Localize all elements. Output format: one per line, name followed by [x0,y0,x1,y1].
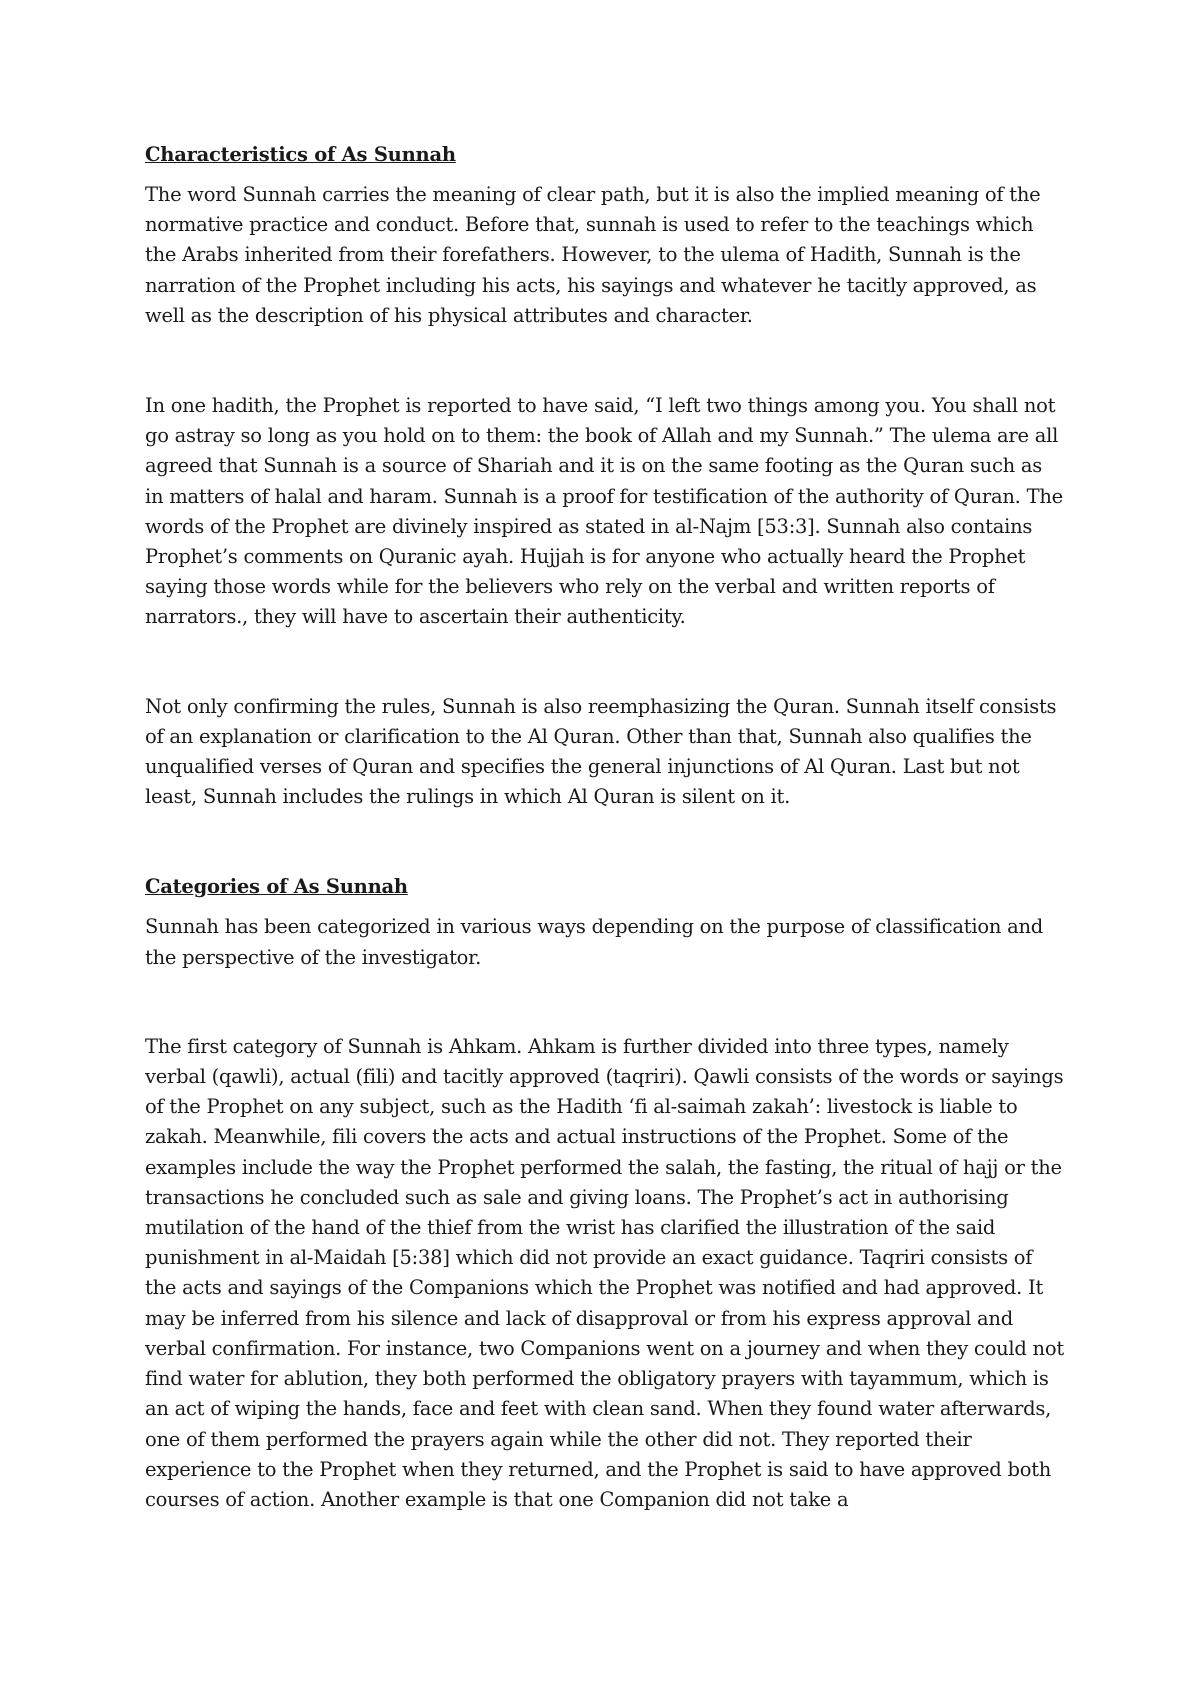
paragraph-confirming-rules: Not only confirming the rules, Sunnah is also reemphasizing the Quran. Sunnah itself consists of an explanation or clarification to the Al Quran. Other than that, Sunnah also qualifies the unqualified verses of Quran and specifies the general injunctions of Al Quran. Last but not least, Sunnah includes the rulings in which Al Quran is silent on it. [145,694,1057,809]
document-page [145,140,1065,1515]
paragraph-sunnah-definition: The word Sunnah carries the meaning of clear path, but it is also the implied meaning of the normative practice and conduct. Before that, sunnah is used to refer to the teachings which the Arabs inherited from their forefathers. However, to the ulema of Hadith, Sunnah is the narration of the Prophet including his acts, his sayings and whatever he tacitly approved, as well as the description of his physical attributes and character. [145,183,1041,327]
paragraph-ahkam: The first category of Sunnah is Ahkam. Ahkam is further divided into three types, namely verbal (qawli), actual (fili) and tacitly approved (taqriri). Qawli consists of the words or sayings of the Prophet on any subject, such as the Hadith ‘fi al-saimah zakah’: livestock is liable to zakah. Meanwhile, fili covers the acts and actual instructions of the Prophet. Some of the examples include the way the Prophet performed the salah, the fasting, the ritual of hajj or the transactions he concluded such as sale and giving loans. The Prophet’s act in authorising mutilation of the hand of the thief from the wrist has clarified the illustration of the said punishment in al-Maidah [5:38] which did not provide an exact guidance. Taqriri consists of the acts and sayings of the Companions which the Prophet was notified and had approved. It may be inferred from his silence and lack of disapproval or from his express approval and verbal confirmation. For instance, two Companions went on a journey and when they could not find water for ablution, they both performed the obligatory prayers with tayammum, which is an act of wiping the hands, face and feet with clean sand. When they found water afterwards, one of them performed the prayers again while the other did not. They reported their experience to the Prophet when they returned, and the Prophet is said to have approved both courses of action. Another example is that one Companion did not take a [145,1034,1064,1511]
section-heading-categories: Categories of As Sunnah [145,875,408,899]
section-heading-characteristics: Characteristics of As Sunnah [145,143,456,166]
paragraph-categorized: Sunnah has been categorized in various ways depending on the purpose of classification and the perspective of the investigator. [145,915,1044,969]
paragraph-hadith-two-things: In one hadith, the Prophet is reported to have said, “I left two things among you. You shall not go astray so long as you hold on to them: the book of Allah and my Sunnah.” The ulema are all agreed that Sunnah is a source of Shariah and it is on the same footing as the Quran such as in matters of halal and haram. Sunnah is a proof for testification of the authority of Quran. The words of the Prophet are divinely inspired as stated in al-Najm [53:3]. Sunnah also contains Prophet’s comments on Quranic ayah. Hujjah is for anyone who actually heard the Prophet saying those words while for the believers who rely on the verbal and written reports of narrators., they will have to ascertain their authenticity. [145,394,1063,629]
